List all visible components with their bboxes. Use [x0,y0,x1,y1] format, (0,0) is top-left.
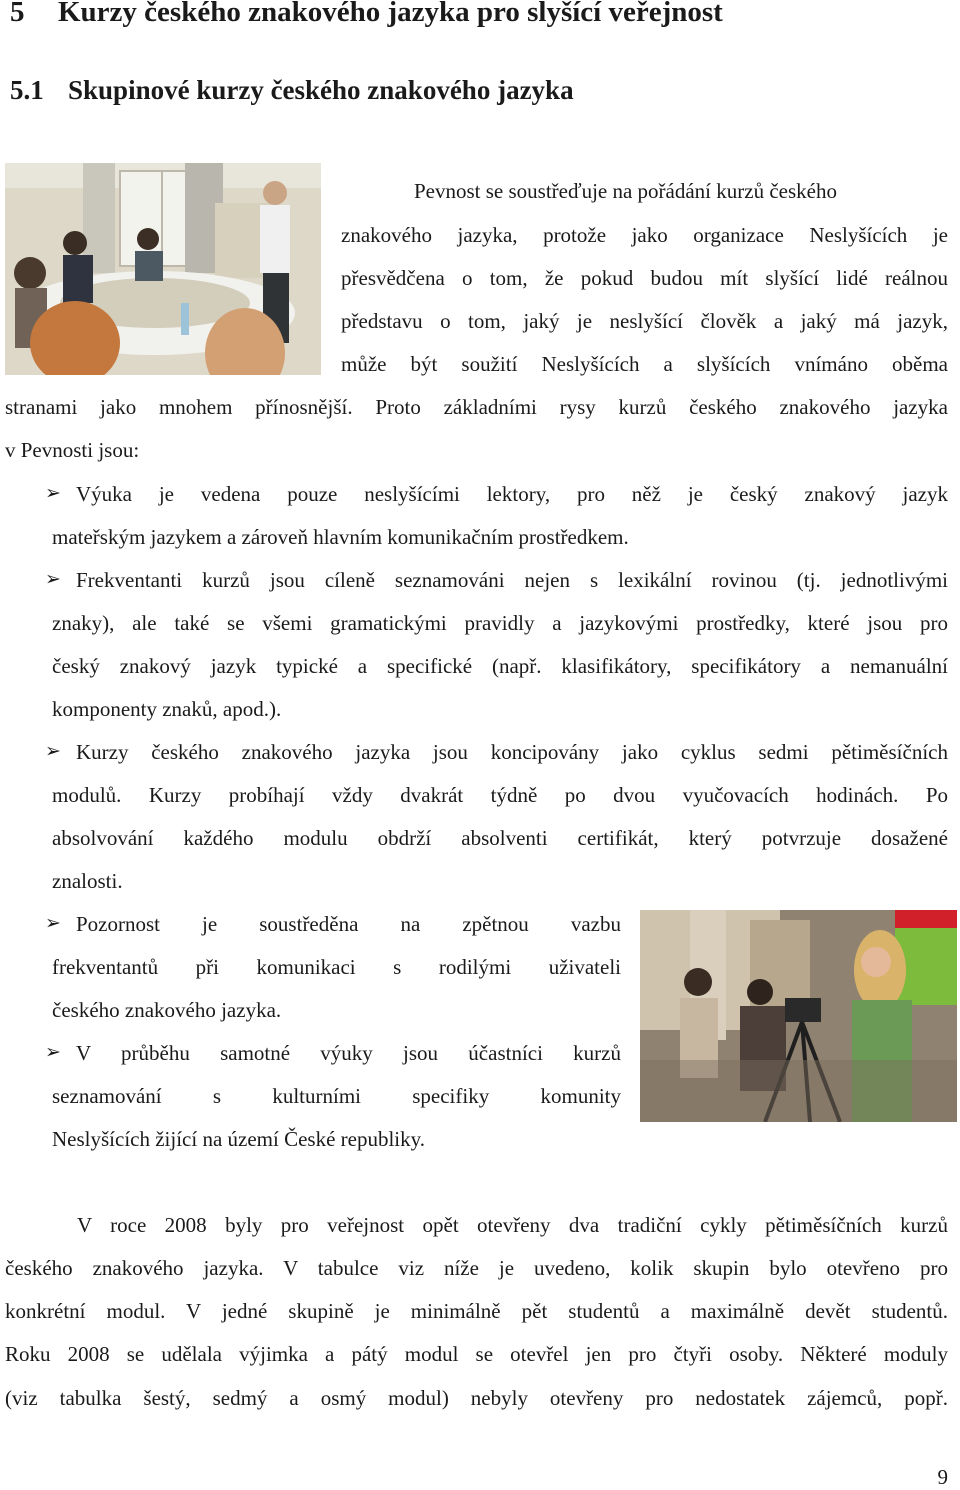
intro-line: představu o tom, jaký je neslyšící člověk a jaký má jazyk, [341,309,948,333]
bullet-line: Pozornost je soustředěna na zpětnou vazbu [76,912,621,936]
paragraph-line: Roku 2008 se udělala výjimka a pátý modul se otevřel jen pro čtyři osoby. Některé moduly [5,1342,948,1366]
intro-line: v Pevnosti jsou: [5,438,140,462]
section-heading [10,75,574,106]
bullet-line: modulů. Kurzy probíhají vždy dvakrát týdně po dvou vyučovacích hodinách. Po [52,783,948,807]
bullet-line: komponenty znaků, apod.). [52,697,282,721]
bullet-line: český znakový jazyk typické a specifické (např. klasifikátory, specifikátory a nemanuální [52,654,948,678]
arrow-bullet-icon: ➢ [45,741,61,762]
paragraph-line: českého znakového jazyka. V tabulce viz níže je uvedeno, kolik skupin bylo otevřeno pro [5,1256,948,1280]
bullet-line: znaky), ale také se všemi gramatickými pravidly a jazykovými prostředky, které jsou pro [52,611,948,635]
section-title: Skupinové kurzy českého znakového jazyka [68,75,574,105]
bullet-line: seznamování s kulturními specifiky komunity [52,1084,621,1108]
bullet-line: znalosti. [52,869,123,893]
page-number: 9 [937,1465,948,1489]
bullet-line: českého znakového jazyka. [52,998,282,1022]
bullet-line: absolvování každého modulu obdrží absolventi certifikát, který potvrzuje dosažené [52,826,948,850]
arrow-bullet-icon: ➢ [45,913,61,934]
arrow-bullet-icon: ➢ [45,483,61,504]
bullet-line: Kurzy českého znakového jazyka jsou koncipovány jako cyklus sedmi pětiměsíčních [76,740,948,764]
chapter-number: 5 [10,0,25,28]
bullet-line: Frekventanti kurzů jsou cíleně seznamováni nejen s lexikální rovinou (tj. jednotlivými [76,568,948,592]
arrow-bullet-icon: ➢ [45,1042,61,1063]
paragraph-line: konkrétní modul. V jedné skupině je minimálně pět studentů a maximálně devět studentů. [5,1299,948,1323]
bullet-line: V průběhu samotné výuky jsou účastníci kurzů [76,1041,621,1065]
intro-line: stranami jako mnohem přínosnější. Proto základními rysy kurzů českého znakového jazyka [5,395,948,419]
paragraph-line: (viz tabulka šestý, sedmý a osmý modul) nebyly otevřeny pro nedostatek zájemců, popř. [5,1386,948,1410]
bullet-line: Neslyšících žijící na území České republiky. [52,1127,426,1151]
signing-lesson-photo [640,910,957,1122]
intro-line: může být soužití Neslyšících a slyšících vnímáno oběma [341,352,948,376]
intro-line: znakového jazyka, protože jako organizace Neslyšících je [341,223,948,247]
chapter-title: Kurzy českého znakového jazyka pro slyšící veřejnost [58,0,723,28]
section-number: 5.1 [10,75,44,105]
bullet-line: mateřským jazykem a zároveň hlavním komunikačním prostředkem. [52,525,629,549]
bullet-line: Výuka je vedena pouze neslyšícími lektory, pro něž je český znakový jazyk [76,482,948,506]
arrow-bullet-icon: ➢ [45,569,61,590]
paragraph-line: V roce 2008 byly pro veřejnost opět otevřeny dva tradiční cykly pětiměsíčních kurzů [77,1213,948,1237]
classroom-photo [5,163,321,375]
intro-line: přesvědčena o tom, že pokud budou mít slyšící lidé reálnou [341,266,948,290]
intro-line: Pevnost se soustřeďuje na pořádání kurzů českého [414,179,837,203]
chapter-heading [10,0,723,29]
bullet-line: frekventantů při komunikaci s rodilými uživateli [52,955,621,979]
